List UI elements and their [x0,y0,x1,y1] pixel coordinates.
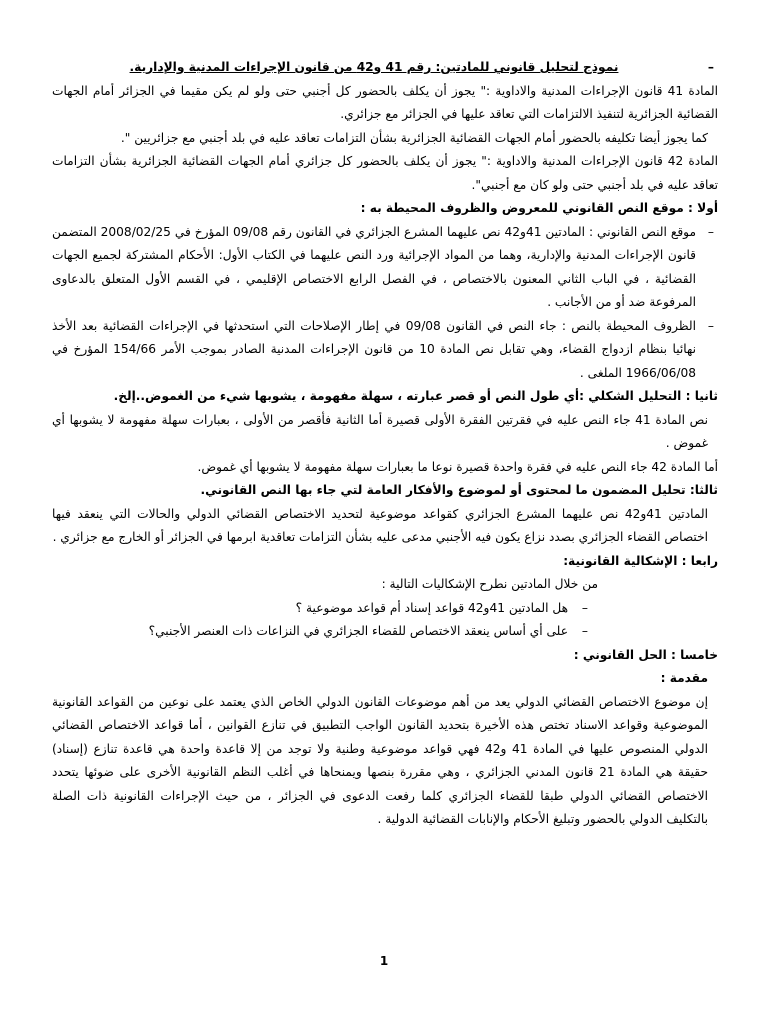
section-4-intro: من خلال المادتين نطرح الإشكاليات التالية : [381,577,598,591]
section-1-item-location: – موقع النص القانوني : المادتين 41و42 نص عليهما المشرع الجزائري في القانون رقم 09/08 المؤرخ في 2008/02/25 المتضمن قانون الإجراءات المدنية والإدارية، وهما من المواد الإجرائية ورد النص عليهما في الكتاب الأول: الأحكام المشتركة لجميع الجهات القضائية ، في الباب الثاني المعنون بالاختصاص ، في الفصل الرابع الاختصاص الإقليمي ، في القسم الأول المتعلق بالدعاوى المرفوعة ضد أو من الأجانب . [52,221,718,315]
dash-marker: – [581,600,588,615]
section-4-question-1 [52,597,718,621]
section-1-item-circumstances: – الظروف المحيطة بالنص : جاء النص في القانون 09/08 في إطار الإصلاحات التي استحدثها في الإجراءات القضائية بعد الأخذ نهائيا بنظام ازدواج القضاء، وهي تقابل نص المادة 10 من قانون الإجراءات المدنية الصادر بموجب الأمر 154/66 المؤرخ في 1966/06/08 الملغى . [52,315,718,386]
question-1-text: هل المادتين 41و42 قواعد إسناد أم قواعد موضوعية ؟ [295,600,568,615]
introduction-paragraph: إن موضوع الاختصاص القضائي الدولي يعد من أهم موضوعات القانون الدولي الخاص الذي يعتمد على نوعين من القواعد القانونية الموضوعية وقواعد الاسناد تختص هذه الأخيرة بتحديد القانون الواجب التطبيق في تنازع القوانين ، أما قواعد الاختصاص القضائي الدولي المنصوص عليها في المادة 41 و42 فهي قواعد موضوعية وطنية ولا توجد من إلا قاعدة واحدة هي قاعدة تنازع (إسناد) حقيقة هي المادة 21 قانون المدني الجزائري ، وهي مقررة بنصها ويمنحاها في أغلب النظم القانونية الأخرى على ضوئها يتحدد الاختصاص القضائي الدولي طبقا للقضاء الجزائري كلما رفعت الدعوى في الجزائر ، من حيث الإجراءات القانونية ذات الصلة بالتكليف الدولي بالحضور وتبليغ الأحكام والإنابات القضائية الدولية . [52,694,708,826]
dash-marker: – [581,624,588,638]
section-5-heading: خامسا : الحل القانوني : [573,647,718,662]
page-number: 1 [379,954,389,968]
section-3-paragraph: المادتين 41و42 نص عليهما المشرع الجزائري كقواعد موضوعية لتحديد الاختصاص القضائي الدولي والحالات التي ينعقد فيها اختصاص القضاء الجزائري بصدد نزاع يكون فيه الأجنبي مدعى عليه بشأن التزامات تعاقدية ابرمها في الجزائر أو الخارج مع جزائري . [52,506,708,544]
article-41-text: المادة 41 قانون الإجراءات المدنية والاداوية :" يجوز أن يكلف بالحضور كل أجنبي حتى ولو لم يكن مقيما في الجزائر أمام الجهات القضائية الجزائرية لتنفيذ الالتزامات التي تعاقد عليها في الجزائر مع جزائري. [52,83,718,121]
section-3-heading: ثالثا: تحليل المضمون ما لمحتوى أو لموضوع والأفكار العامة لتي جاء بها النص القانوني. [200,483,718,497]
introduction-heading: مقدمة : [660,671,708,685]
section-4-question-2 [52,620,718,644]
section-2-heading: ثانيا : التحليل الشكلي :أي طول النص أو قصر عبارته ، سهلة مفهومة ، يشوبها شيء من الغموض..إلخ. [113,389,718,403]
section-4-heading: رابعا : الإشكالية القانونية: [563,553,718,568]
document-title: – نموذج لتحليل قانوني للمادتين: رقم 41 و42 من قانون الإجراءات المدنية والإدارية. [52,56,718,80]
section-1-heading: أولا : موقع النص القانوني للمعروض والظروف المحيطة به : [360,201,718,215]
question-2-text: على أي أساس ينعقد الاختصاص للقضاء الجزائري في النزاعات ذات العنصر الأجنبي؟ [148,624,568,638]
section-2-paragraph-2: أما المادة 42 جاء النص عليه في فقرة واحدة قصيرة نوعا ما بعبارات سهلة مفهومة لا يشوبها أي غموض. [197,459,718,474]
article-42-text: المادة 42 قانون الإجراءات المدنية والاداوية :" يجوز أن يكلف بالحضور كل جزائري أمام الجهات القضائية الجزائرية بشأن التزامات تعاقد عليه في بلد أجنبي حتى ولو كان مع أجنبي". [52,154,718,192]
section-2-paragraph-1: نص المادة 41 جاء النص عليه في فقرتين الفقرة الأولى قصيرة أما الثانية فأقصر من الأولى ، بعبارات سهلة مفهومة لا يشوبها أي غموض . [52,412,708,450]
article-41-continuation: كما يجوز أيضا تكليفه بالحضور أمام الجهات القضائية الجزائرية بشأن التزامات تعاقد عليه في بلد أجنبي مع جزائريين ". [120,130,708,145]
